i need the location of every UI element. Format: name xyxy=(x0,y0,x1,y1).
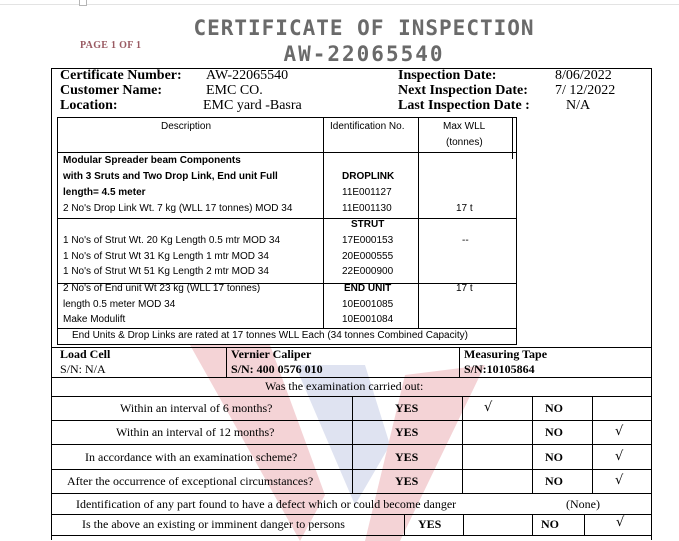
equipment-table xyxy=(57,117,517,345)
strut-id-1: 17E000153 xyxy=(342,235,394,246)
droplink-desc-line3: length= 4.5 meter xyxy=(63,187,146,198)
col-id-header: Identification No. xyxy=(330,121,405,132)
exam-row-exceptional-yes: YES xyxy=(395,474,419,488)
strut-wll: -- xyxy=(462,235,469,246)
customer-value: EMC CO. xyxy=(206,83,263,98)
col-wll-header: Max WLL xyxy=(443,121,486,132)
droplink-wll: 17 t xyxy=(456,203,473,214)
exam-row-12-months-yes: YES xyxy=(395,425,419,439)
exam-row-12-months-no: NO xyxy=(545,425,563,439)
location-value: EMC yard -Basra xyxy=(203,98,302,113)
strut-id-3: 22E000900 xyxy=(342,266,394,277)
table-extra-border xyxy=(512,117,513,159)
droplink-id-2: 11E001130 xyxy=(342,203,392,214)
exam-question: Was the examination carried out: xyxy=(265,379,424,393)
exam-row-6-months-yes-check: √ xyxy=(484,400,493,415)
danger-question: Is the above an existing or imminent danger to persons xyxy=(82,517,345,531)
strut-id-2: 20E000555 xyxy=(342,251,394,262)
exam-row-scheme: In accordance with an examination scheme? xyxy=(85,450,298,464)
inspection-date-value: 8/06/2022 xyxy=(555,68,612,83)
exam-row-6-months-yes: YES xyxy=(395,401,419,415)
endunit-wll: 17 t xyxy=(456,283,473,294)
danger-no: NO xyxy=(541,517,559,531)
capacity-note: End Units & Drop Links are rated at 17 tonnes WLL Each (34 tonnes Combined Capacity) xyxy=(72,330,468,341)
exam-row-exceptional-no: NO xyxy=(545,474,563,488)
exam-row-exceptional: After the occurrence of exceptional circumstances? xyxy=(67,474,314,488)
vernier-sn: S/N: 400 0576 010 xyxy=(231,362,323,376)
exam-row-12-months: Within an interval of 12 months? xyxy=(116,425,275,439)
exam-row-12-months-no-check: √ xyxy=(615,424,624,439)
page-label: PAGE 1 OF 1 xyxy=(80,40,142,51)
vernier-label: Vernier Caliper xyxy=(231,347,312,361)
defect-answer: (None) xyxy=(566,497,600,511)
droplink-id-1: 11E001127 xyxy=(342,187,392,198)
strut-desc-line2: 1 No's of Strut Wt 31 Kg Length 1 mtr MOD 34 xyxy=(63,251,269,262)
exam-row-scheme-yes: YES xyxy=(395,450,419,464)
load-cell-sn: S/N: N/A xyxy=(60,362,106,376)
droplink-desc-line4: 2 No's Drop Link Wt. 7 kg (WLL 17 tonnes) MOD 34 xyxy=(63,203,293,214)
col-description-header: Description xyxy=(161,121,212,132)
col-wll-unit: (tonnes) xyxy=(446,137,483,148)
tape-label: Measuring Tape xyxy=(464,347,548,361)
certificate-title: CERTIFICATE OF INSPECTION xyxy=(193,16,535,40)
danger-no-check: √ xyxy=(616,515,625,530)
text-cursor-marker xyxy=(79,0,87,6)
droplink-desc-line1: Modular Spreader beam Components xyxy=(63,155,241,166)
page-top-border xyxy=(0,4,679,5)
load-cell-label: Load Cell xyxy=(60,347,111,361)
last-inspection-value: N/A xyxy=(566,98,591,113)
customer-label: Customer Name: xyxy=(60,83,162,98)
exam-row-6-months: Within an interval of 6 months? xyxy=(120,401,273,415)
strut-desc-line3: 1 No's of Strut Wt 51 Kg Length 2 mtr MOD 34 xyxy=(63,266,269,277)
strut-desc-line1: 1 No's of Strut Wt. 20 Kg Length 0.5 mtr MOD 34 xyxy=(63,235,281,246)
droplink-id-header: DROPLINK xyxy=(342,171,395,182)
endunit-id-2: 10E001084 xyxy=(342,314,394,325)
defect-question: Identification of any part found to have a defect which or could become danger xyxy=(76,497,457,511)
exam-row-scheme-no: NO xyxy=(545,450,563,464)
cert-number-label: Certificate Number: xyxy=(60,68,182,83)
exam-row-scheme-no-check: √ xyxy=(615,449,624,464)
next-inspection-value: 7/ 12/2022 xyxy=(555,83,616,98)
next-inspection-label: Next Inspection Date: xyxy=(398,83,528,98)
danger-yes: YES xyxy=(418,517,442,531)
exam-row-6-months-no: NO xyxy=(545,401,563,415)
location-label: Location: xyxy=(60,98,118,113)
endunit-id-1: 10E001085 xyxy=(342,299,394,310)
strut-id-header: STRUT xyxy=(351,219,385,230)
endunit-desc-line3: Make Modulift xyxy=(63,314,126,325)
inspection-date-label: Inspection Date: xyxy=(398,68,497,83)
droplink-desc-line2: with 3 Sruts and Two Drop Link, End unit Full xyxy=(63,171,278,182)
exam-row-exceptional-no-check: √ xyxy=(615,473,624,488)
tape-sn: S/N:10105864 xyxy=(464,362,535,376)
cert-number-value: AW-22065540 xyxy=(206,68,289,83)
endunit-desc-line2: length 0.5 meter MOD 34 xyxy=(63,299,176,310)
last-inspection-label: Last Inspection Date : xyxy=(398,98,530,113)
endunit-desc-line1: 2 No's of End unit Wt 23 kg (WLL 17 tonnes) xyxy=(63,283,261,294)
certificate-code: AW-22065540 xyxy=(283,42,445,66)
endunit-id-header: END UNIT xyxy=(344,283,392,294)
